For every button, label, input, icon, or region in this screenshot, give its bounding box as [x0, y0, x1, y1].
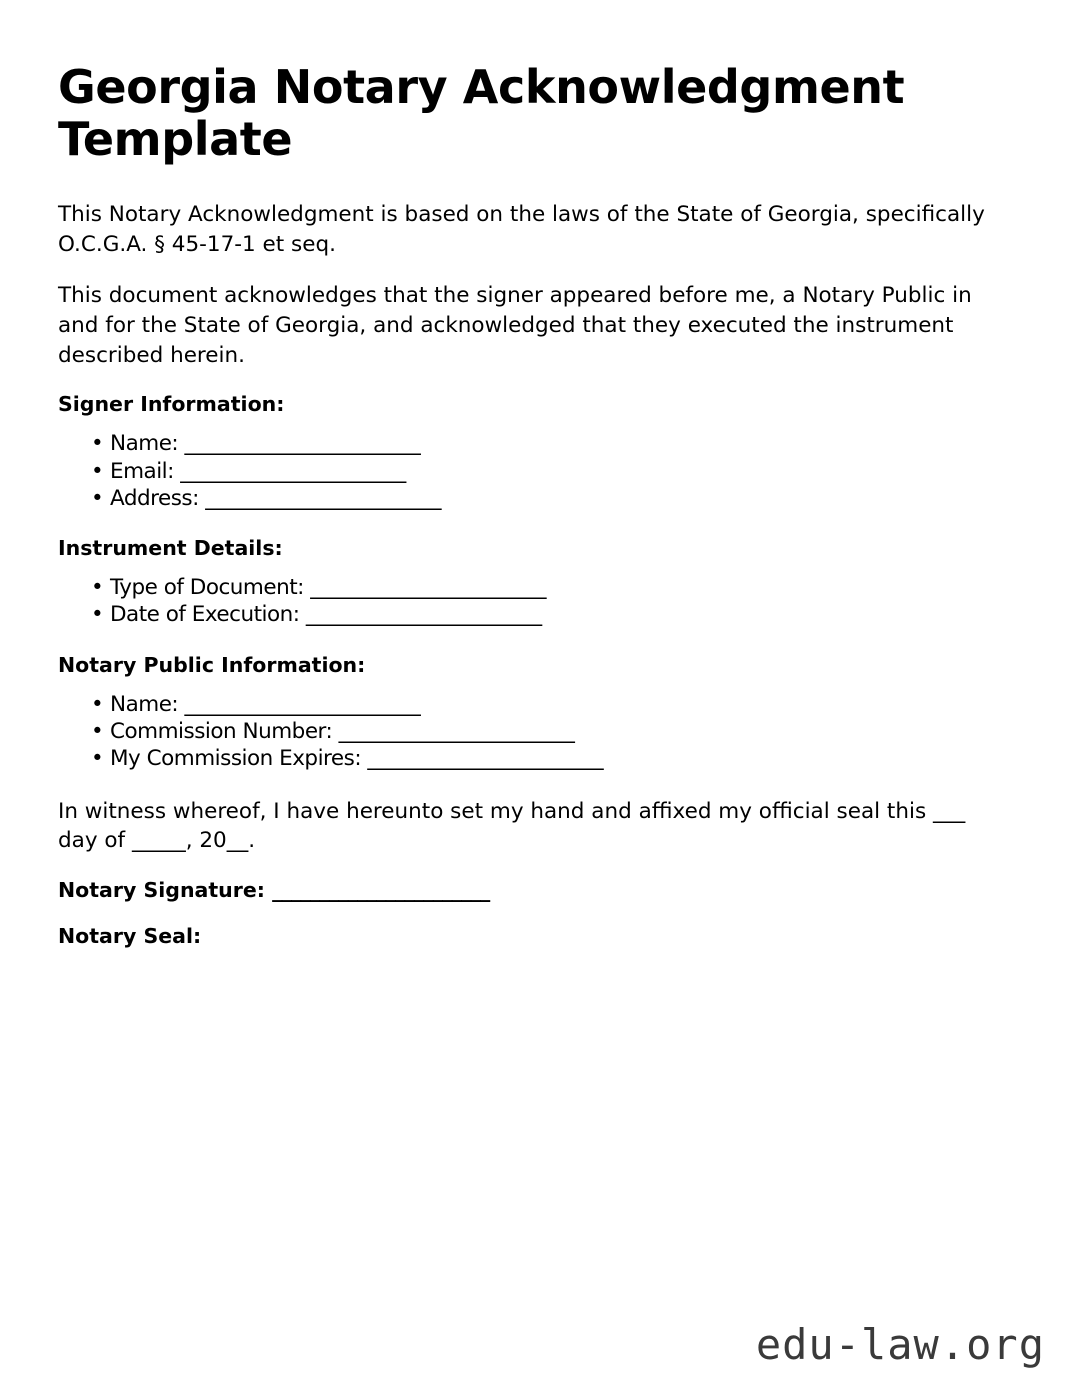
section-heading-signer-information: Signer Information: — [58, 392, 285, 417]
notary-seal-area — [58, 948, 1017, 1308]
notary-seal-label: Notary Seal: — [58, 923, 202, 948]
field-commission-number-text: Commission Number: _______________________ — [110, 719, 575, 744]
page-title: Georgia Notary Acknowledgment Template — [58, 60, 905, 166]
field-list-signer-information — [58, 430, 1017, 512]
field-type-of-document — [58, 574, 1017, 601]
field-signer-address — [58, 485, 1017, 512]
notary-signature-line — [58, 878, 1017, 902]
notary-signature-blank: _______________________ — [272, 877, 490, 902]
field-list-instrument-details — [58, 574, 1017, 629]
site-watermark: edu-law.org — [755, 1320, 1045, 1369]
section-heading-instrument-details: Instrument Details: — [58, 536, 283, 561]
field-signer-name-text: Name: _______________________ — [110, 431, 421, 457]
field-commission-expires — [58, 745, 1017, 772]
field-notary-name-text: Name: _______________________ — [110, 691, 421, 717]
field-type-of-document-text: Type of Document: _______________________ — [110, 575, 546, 601]
witness-clause: In witness whereof, I have hereunto set my hand and affixed my official seal this ___ day of _____, 20__. — [58, 798, 966, 854]
field-signer-email — [58, 458, 1017, 485]
field-signer-name — [58, 430, 1017, 457]
intro-paragraph-1: This Notary Acknowledgment is based on the laws of the State of Georgia, specifically O.C.G.A. § 45-17-1 et seq. — [58, 201, 985, 257]
notary-signature-label: Notary Signature: — [58, 877, 265, 902]
field-list-notary-public-information — [58, 691, 1017, 773]
intro-paragraph-2: This document acknowledges that the signer appeared before me, a Notary Public in and for the State of Georgia, and acknowledged that they executed the instrument described herein. — [58, 283, 972, 368]
field-commission-number — [58, 718, 1017, 745]
field-date-of-execution — [58, 601, 1017, 628]
field-notary-name — [58, 691, 1017, 718]
field-commission-expires-text: My Commission Expires: _______________________ — [110, 746, 604, 772]
field-date-of-execution-text: Date of Execution: _______________________ — [110, 602, 542, 628]
field-signer-address-text: Address: _______________________ — [110, 485, 441, 511]
section-heading-notary-public-information: Notary Public Information: — [58, 652, 366, 677]
field-signer-email-text: Email: ______________________ — [110, 458, 406, 484]
